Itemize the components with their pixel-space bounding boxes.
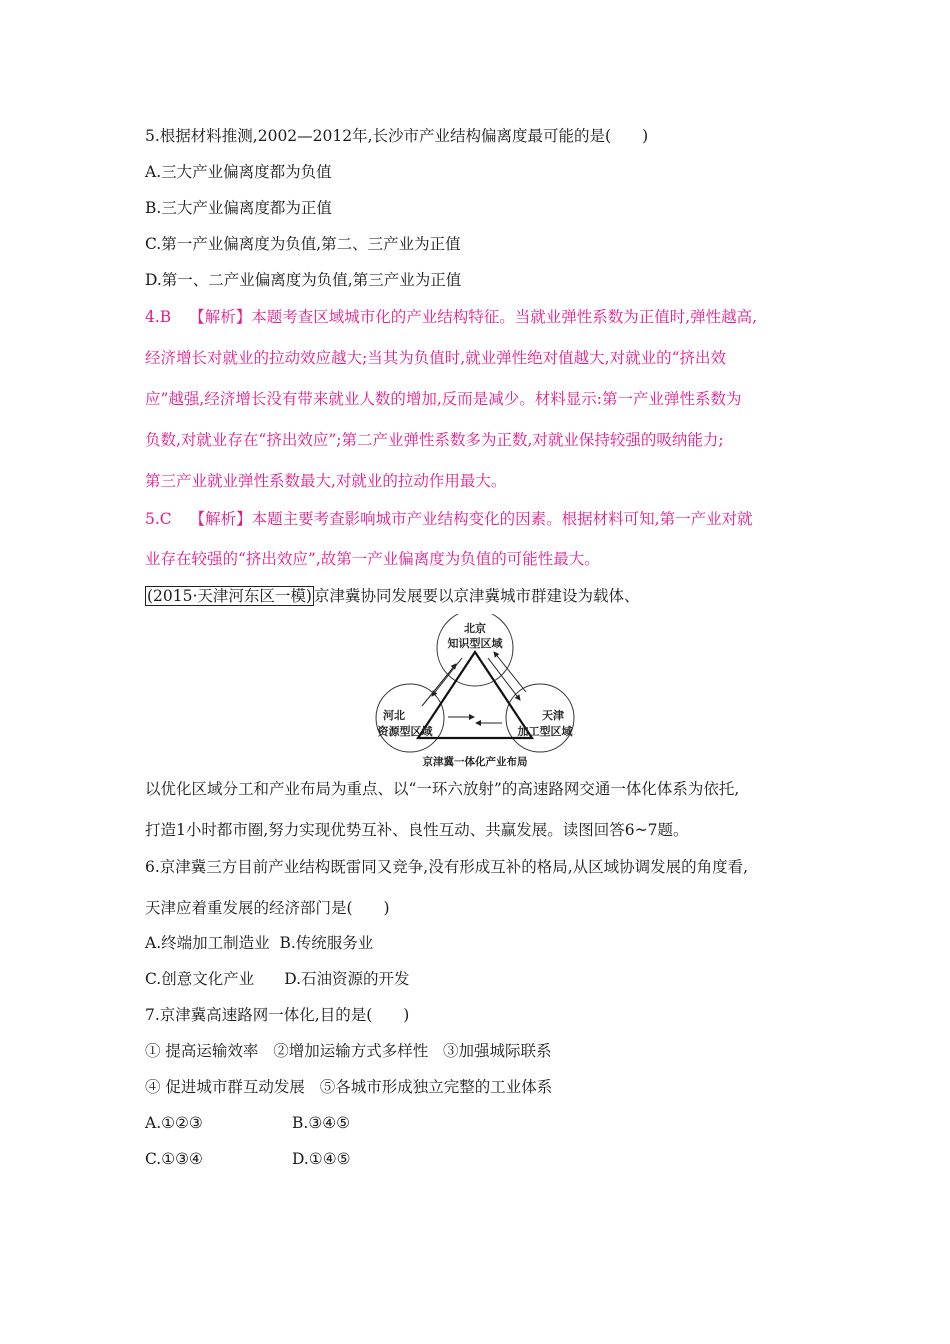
q5-option-b: B.三大产业偏离度都为正值 <box>145 199 332 217</box>
q5-option-c: C.第一产业偏离度为负值,第二、三产业为正值 <box>145 235 461 253</box>
q6-option-c: C.创意文化产业 <box>145 970 255 988</box>
industry-layout-diagram <box>370 614 580 772</box>
answer5-tag: 【解析】 <box>189 510 252 528</box>
q7-items-row-2 <box>145 1077 552 1097</box>
q7-option-c: C.①③④ <box>145 1150 203 1168</box>
answer4-text-1: 本题考查区域城市化的产业结构特征。当就业弹性系数为正值时,弹性越高, <box>251 308 758 326</box>
q7-item-3: ③加强城际联系 <box>443 1042 552 1060</box>
answer4-line-5: 第三产业就业弹性系数最大,对就业的拉动作用最大。 <box>145 472 507 490</box>
q6-options-ab <box>145 933 373 953</box>
material-lead: 京津冀协同发展要以京津冀城市群建设为载体、 <box>313 587 640 605</box>
answer5-text-1: 本题主要考查影响城市产业结构变化的因素。根据材料可知,第一产业对就 <box>251 510 753 528</box>
answer4-label: 4.B <box>145 308 172 326</box>
answer4-line-1 <box>145 307 757 327</box>
q7-stem: 7.京津冀高速路网一体化,目的是( ) <box>145 1006 410 1024</box>
q7-item-5: ⑤各城市形成独立完整的工业体系 <box>319 1078 553 1096</box>
beijing-type: 知识型区域 <box>447 637 503 650</box>
answer4-line-4: 负数,对就业存在“挤出效应”;第二产业弹性系数多为正数,对就业保持较强的吸纳能力; <box>145 431 724 449</box>
material-cont-1: 以优化区域分工和产业布局为重点、以“一环六放射”的高速路网交通一体化体系为依托, <box>145 780 740 798</box>
q7-item-1: ① 提高运输效率 <box>145 1042 259 1060</box>
answer4-line-3: 应”越强,经济增长没有带来就业人数的增加,反而是减少。材料显示:第一产业弹性系数为 <box>145 390 742 408</box>
answer5-label: 5.C <box>145 510 172 528</box>
q6-options-cd <box>145 969 410 989</box>
figure-caption: 京津冀一体化产业布局 <box>422 756 528 768</box>
answer5-line-2: 业存在较强的“挤出效应”,故第一产业偏离度为负值的可能性最大。 <box>145 550 600 568</box>
q7-item-4: ④ 促进城市群互动发展 <box>145 1078 305 1096</box>
answer4-line-2: 经济增长对就业的拉动效应越大;当其为负值时,就业弹性绝对值越大,对就业的“挤出效 <box>145 349 727 367</box>
q7-item-2: ②增加运输方式多样性 <box>273 1042 429 1060</box>
q7-option-b: B.③④⑤ <box>292 1114 351 1132</box>
q6-option-d: D.石油资源的开发 <box>284 970 410 988</box>
q5-stem: 5.根据材料推测,2002—2012年,长沙市产业结构偏离度最可能的是( ) <box>145 127 649 145</box>
hebei-type: 资源型区域 <box>377 725 433 738</box>
q5-option-d: D.第一、二产业偏离度为负值,第三产业为正值 <box>145 271 462 289</box>
beijing-label: 北京 <box>464 622 486 635</box>
material-cont-2: 打造1小时都市圈,努力实现优势互补、良性互动、共赢发展。读图回答6~7题。 <box>145 821 689 839</box>
tianjin-label: 天津 <box>542 709 564 722</box>
source-tag: (2015·天津河东区一模) <box>147 587 312 605</box>
q7-items-row-1 <box>145 1041 552 1061</box>
answer5-line-1 <box>145 509 753 529</box>
tianjin-type: 加工型区域 <box>517 725 573 738</box>
q7-option-d: D.①④⑤ <box>292 1150 351 1168</box>
q6-option-a: A.终端加工制造业 <box>145 934 270 952</box>
answer4-tag: 【解析】 <box>189 308 252 326</box>
hebei-label: 河北 <box>383 709 405 722</box>
q7-option-a: A.①②③ <box>145 1114 203 1132</box>
q6-stem-2: 天津应着重发展的经济部门是( ) <box>145 899 390 917</box>
q6-option-b: B.传统服务业 <box>279 934 374 952</box>
q5-option-a: A.三大产业偏离度都为负值 <box>145 163 332 181</box>
material-intro <box>145 586 639 606</box>
q6-stem-1: 6.京津冀三方目前产业结构既雷同又竞争,没有形成互补的格局,从区域协调发展的角度看, <box>145 858 749 876</box>
